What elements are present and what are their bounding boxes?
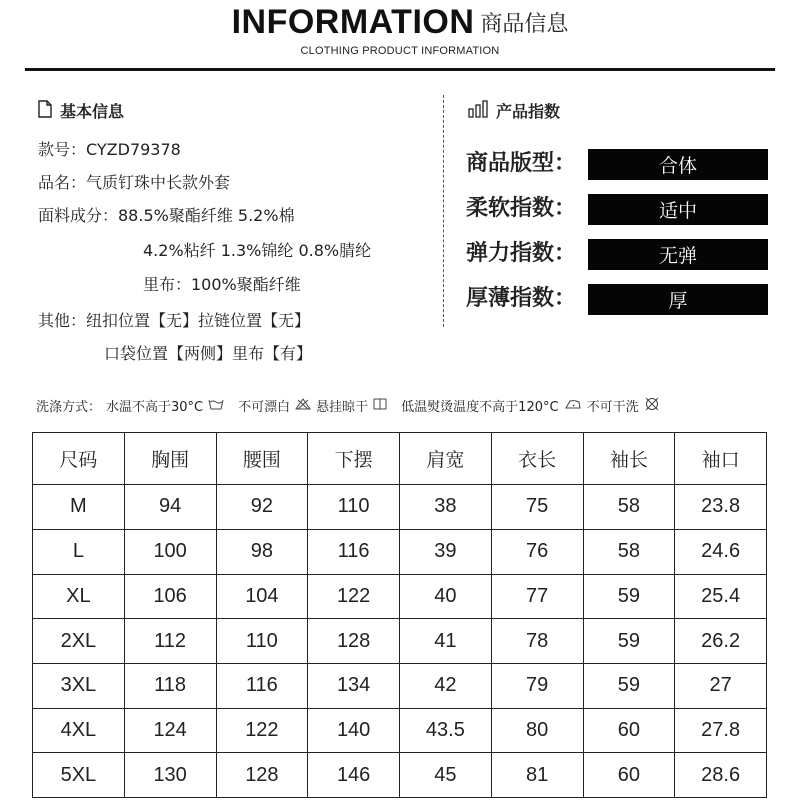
measurement-cell: 81 xyxy=(491,753,583,798)
measurement-cell: 45 xyxy=(400,753,492,798)
fabric-composition: 面料成分：88.5%聚酯纤维 5.2%棉 xyxy=(38,206,295,225)
size-label-cell: M xyxy=(33,485,125,530)
size-label-cell: 4XL xyxy=(33,708,125,753)
measurement-cell: 59 xyxy=(583,663,675,708)
wash-instructions xyxy=(36,396,660,415)
measurement-cell: 100 xyxy=(124,529,216,574)
no-bleach-icon xyxy=(295,398,311,414)
measurement-cell: 92 xyxy=(216,485,308,530)
product-index-heading-label: 产品指数 xyxy=(496,102,561,121)
measurement-cell: 60 xyxy=(583,708,675,753)
column-header: 尺码 xyxy=(33,433,125,485)
fit-label: 商品版型： xyxy=(466,151,577,176)
iron-low-icon xyxy=(564,398,582,414)
iron-low-text: 低温熨烫温度不高于120°C xyxy=(401,400,559,415)
elasticity-label: 弹力指数： xyxy=(466,241,577,266)
page-title: INFORMATION xyxy=(231,3,475,41)
measurement-cell: 124 xyxy=(124,708,216,753)
section-divider xyxy=(443,95,444,327)
column-header: 下摆 xyxy=(308,433,400,485)
measurement-cell: 118 xyxy=(124,663,216,708)
basic-info-heading xyxy=(38,99,124,122)
no-dry-clean-text: 不可干洗 xyxy=(586,400,639,415)
fit-value: 合体 xyxy=(588,149,768,180)
measurement-cell: 42 xyxy=(400,663,492,708)
measurement-cell: 25.4 xyxy=(675,574,767,619)
measurement-cell: 27 xyxy=(675,663,767,708)
measurement-cell: 23.8 xyxy=(675,485,767,530)
measurement-cell: 140 xyxy=(308,708,400,753)
no-bleach-text: 不可漂白 xyxy=(238,400,291,415)
measurement-cell: 80 xyxy=(491,708,583,753)
table-row xyxy=(33,663,767,708)
page-subtitle: CLOTHING PRODUCT INFORMATION xyxy=(300,45,500,57)
table-row xyxy=(33,753,767,798)
size-chart xyxy=(32,432,767,798)
column-header: 袖长 xyxy=(583,433,675,485)
measurement-cell: 41 xyxy=(400,619,492,664)
measurement-cell: 43.5 xyxy=(400,708,492,753)
no-dry-clean-icon xyxy=(644,397,660,415)
measurement-cell: 98 xyxy=(216,529,308,574)
other-details-cont: 口袋位置【两侧】里布【有】 xyxy=(104,344,313,363)
column-header: 衣长 xyxy=(491,433,583,485)
size-label-cell: L xyxy=(33,529,125,574)
measurement-cell: 146 xyxy=(308,753,400,798)
measurement-cell: 58 xyxy=(583,529,675,574)
other-details: 其他：纽扣位置【无】拉链位置【无】 xyxy=(38,311,311,330)
measurement-cell: 60 xyxy=(583,753,675,798)
measurement-cell: 28.6 xyxy=(675,753,767,798)
table-row xyxy=(33,619,767,664)
measurement-cell: 24.6 xyxy=(675,529,767,574)
table-header-row xyxy=(33,433,767,485)
measurement-cell: 77 xyxy=(491,574,583,619)
measurement-cell: 112 xyxy=(124,619,216,664)
document-icon xyxy=(38,100,52,122)
measurement-cell: 116 xyxy=(216,663,308,708)
column-header: 腰围 xyxy=(216,433,308,485)
measurement-cell: 110 xyxy=(216,619,308,664)
measurement-cell: 134 xyxy=(308,663,400,708)
measurement-cell: 40 xyxy=(400,574,492,619)
thickness-value: 厚 xyxy=(588,284,768,315)
thickness-label: 厚薄指数： xyxy=(466,286,577,311)
measurement-cell: 122 xyxy=(216,708,308,753)
measurement-cell: 104 xyxy=(216,574,308,619)
wash-temp-text: 水温不高于30°C xyxy=(106,400,204,415)
page-header xyxy=(0,0,800,40)
product-name: 品名：气质钉珠中长款外套 xyxy=(38,173,231,192)
size-label-cell: 3XL xyxy=(33,663,125,708)
fabric-composition-cont: 4.2%粘纤 1.3%锦纶 0.8%腈纶 xyxy=(143,241,372,260)
measurement-cell: 59 xyxy=(583,619,675,664)
measurement-cell: 94 xyxy=(124,485,216,530)
measurement-cell: 128 xyxy=(308,619,400,664)
table-row xyxy=(33,529,767,574)
page-title-cn: 商品信息 xyxy=(480,12,569,37)
softness-value: 适中 xyxy=(588,194,768,225)
measurement-cell: 128 xyxy=(216,753,308,798)
lining-composition: 里布：100%聚酯纤维 xyxy=(143,275,301,294)
basic-info-heading-label: 基本信息 xyxy=(60,102,125,121)
size-label-cell: XL xyxy=(33,574,125,619)
wash-label: 洗涤方式： xyxy=(36,400,102,415)
header-divider xyxy=(25,68,775,71)
column-header: 袖口 xyxy=(675,433,767,485)
wash-30-icon xyxy=(208,398,224,414)
measurement-cell: 59 xyxy=(583,574,675,619)
elasticity-value: 无弹 xyxy=(588,239,768,270)
measurement-cell: 78 xyxy=(491,619,583,664)
measurement-cell: 106 xyxy=(124,574,216,619)
table-row xyxy=(33,485,767,530)
measurement-cell: 79 xyxy=(491,663,583,708)
size-label-cell: 2XL xyxy=(33,619,125,664)
measurement-cell: 110 xyxy=(308,485,400,530)
size-label-cell: 5XL xyxy=(33,753,125,798)
measurement-cell: 38 xyxy=(400,485,492,530)
table-row xyxy=(33,708,767,753)
table-row xyxy=(33,574,767,619)
measurement-cell: 26.2 xyxy=(675,619,767,664)
measurement-cell: 75 xyxy=(491,485,583,530)
softness-label: 柔软指数： xyxy=(466,196,577,221)
measurement-cell: 122 xyxy=(308,574,400,619)
style-number: 款号：CYZD79378 xyxy=(38,140,181,159)
column-header: 肩宽 xyxy=(400,433,492,485)
measurement-cell: 76 xyxy=(491,529,583,574)
product-index-heading xyxy=(468,99,560,122)
hang-dry-icon xyxy=(373,398,387,414)
measurement-cell: 58 xyxy=(583,485,675,530)
measurement-cell: 130 xyxy=(124,753,216,798)
measurement-cell: 39 xyxy=(400,529,492,574)
column-header: 胸围 xyxy=(124,433,216,485)
hang-dry-text: 悬挂晾干 xyxy=(316,400,369,415)
measurement-cell: 116 xyxy=(308,529,400,574)
bar-chart-icon xyxy=(468,100,488,122)
measurement-cell: 27.8 xyxy=(675,708,767,753)
